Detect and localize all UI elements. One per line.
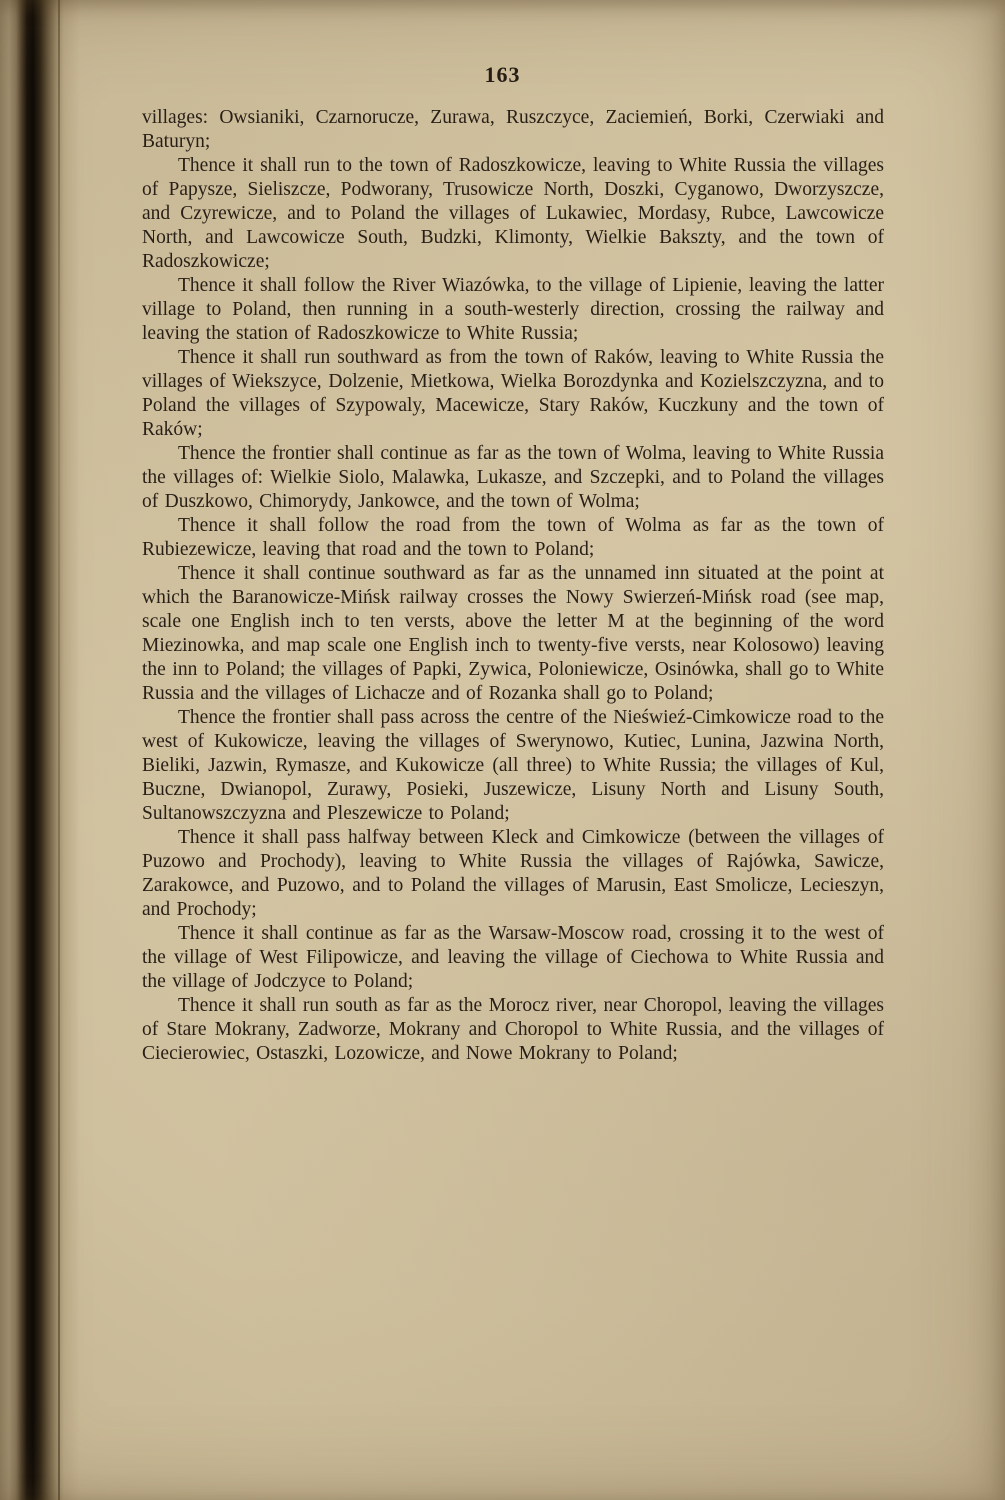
page-number: 163 <box>484 62 521 87</box>
treaty-text-block <box>142 106 884 1066</box>
paragraph: Thence it shall continue as far as the Warsaw-Moscow road, crossing it to the west of the village of West Filipowicze, and leaving the village of Ciechowa to White Russia and the village of Jodczyce to Poland; <box>142 923 884 992</box>
paragraph: villages: Owsianiki, Czarnorucze, Zurawa, Ruszczyce, Zaciemień, Borki, Czerwiaki and Baturyn; <box>142 107 884 152</box>
paragraph: Thence it shall run southward as from the town of Raków, leaving to White Russia the villages of Wiekszyce, Dolzenie, Mietkowa, Wielka Borozdynka and Kozielszczyzna, and to Poland the villages of Szypowaly, Macewicze, Stary Raków, Kuczkuny and the town of Raków; <box>142 347 884 440</box>
binding-edge <box>0 0 80 1500</box>
paragraph: Thence it shall run south as far as the Morocz river, near Choropol, leaving the villages of Stare Mokrany, Zadworze, Mokrany and Choropol to White Russia, and the villages of Ciecierowiec, Ostaszki, Lozowicze, and Nowe Mokrany to Poland; <box>142 995 884 1064</box>
paragraph: Thence it shall follow the road from the town of Wolma as far as the town of Rubiezewicze, leaving that road and the town to Poland; <box>142 515 884 560</box>
paragraph: Thence it shall continue southward as far as the unnamed inn situated at the point at which the Baranowicze-Mińsk railway crosses the Nowy Swierzeń-Mińsk road (see map, scale one English inch to ten versts, above the letter M at the beginning of the word Miezinowka, and map scale one English inch to twenty-five versts, near Kolosowo) leaving the inn to Poland; the villages of Papki, Zywica, Poloniewicze, Osinówka, shall go to White Russia and the villages of Lichacze and of Rozanka shall go to Poland; <box>142 563 884 704</box>
paragraph: Thence it shall run to the town of Radoszkowicze, leaving to White Russia the villages of Papysze, Sieliszcze, Podworany, Trusowicze North, Doszki, Cyganowo, Dworzyszcze, and Czyrewicze, and to Poland the villages of Lukawiec, Mordasy, Rubce, Lawcowicze North, and Lawcowicze South, Budzki, Klimonty, Wielkie Bakszty, and the town of Radoszkowicze; <box>142 155 884 272</box>
paragraph: Thence the frontier shall pass across the centre of the Nieświeź-Cimkowicze road to the west of Kukowicze, leaving the villages of Swerynowo, Kutiec, Lunina, Jazwina North, Bieliki, Jazwin, Rymasze, and Kukowicze (all three) to White Russia; the villages of Kul, Buczne, Dwianopol, Zurawy, Posieki, Juszewicze, Lisuny North and Lisuny South, Sultanowszczyzna and Pleszewicze to Poland; <box>142 707 884 824</box>
paragraph: Thence it shall follow the River Wiazówka, to the village of Lipienie, leaving the latter village to Poland, then running in a south-westerly direction, crossing the railway and leaving the station of Radoszkowicze to White Russia; <box>142 275 884 344</box>
paragraph: Thence it shall pass halfway between Kleck and Cimkowicze (between the villages of Puzowo and Prochody), leaving to White Russia the villages of Rajówka, Sawicze, Zarakowce, and Puzowo, and to Poland the villages of Marusin, East Smolicze, Lecieszyn, and Prochody; <box>142 827 884 920</box>
paragraph: Thence the frontier shall continue as far as the town of Wolma, leaving to White Russia the villages of: Wielkie Siolo, Malawka, Lukasze, and Szczepki, and to Poland the villages of Duszkowo, Chimorydy, Jankowce, and the town of Wolma; <box>142 443 884 512</box>
